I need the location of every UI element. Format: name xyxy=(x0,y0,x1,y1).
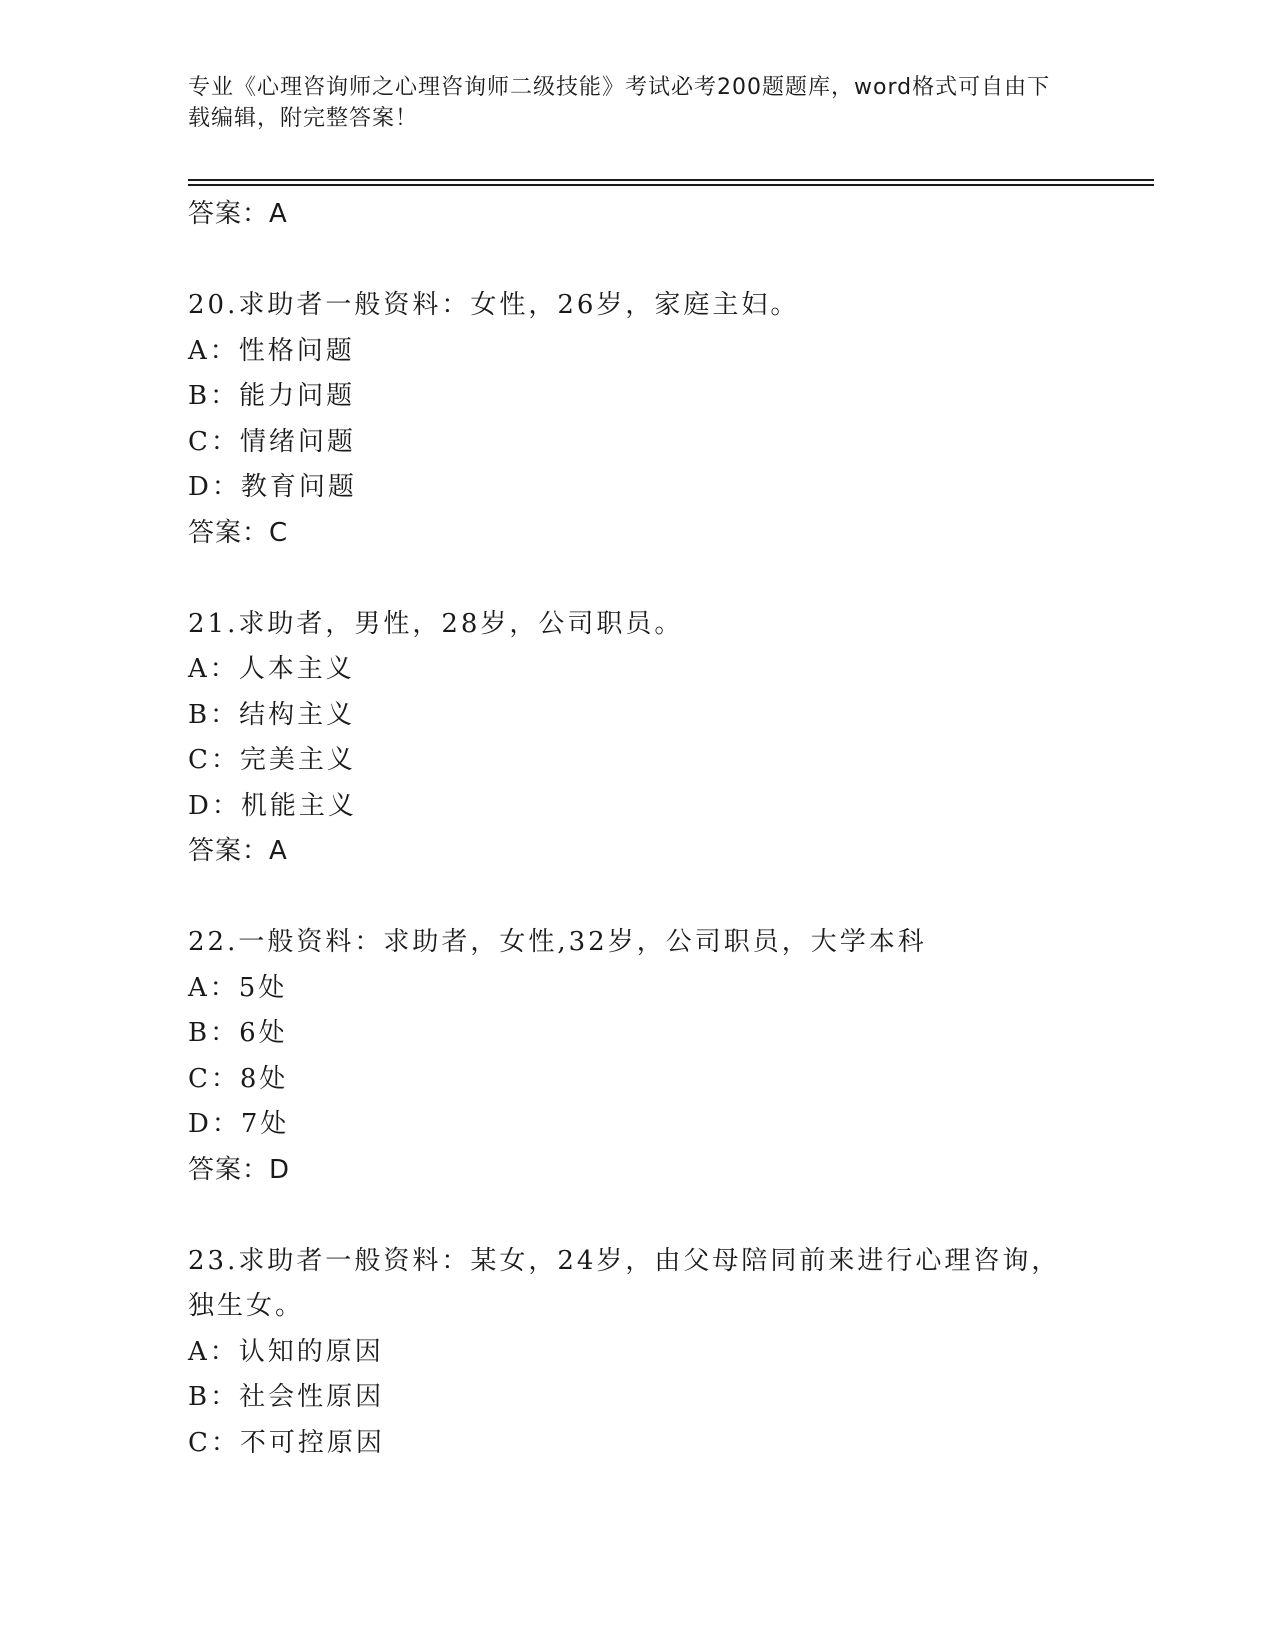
block-gap xyxy=(188,238,1088,284)
header-divider xyxy=(188,179,1154,181)
answer-line: 答案：D xyxy=(188,1154,291,1185)
option-b: B：6处 xyxy=(188,1018,288,1048)
option-d: D：教育问题 xyxy=(188,472,357,502)
option-c: C：情绪问题 xyxy=(188,426,356,457)
question-block-21 xyxy=(188,602,1088,875)
document-header: 专业《心理咨询师之心理咨询师二级技能》考试必考200题题库，word格式可自由下载编辑，附完整答案！ xyxy=(188,75,1051,131)
question-block-23 xyxy=(188,1239,1088,1467)
option-a: A：5处 xyxy=(188,972,288,1003)
option-a: A：认知的原因 xyxy=(188,1336,384,1367)
option-b: B：结构主义 xyxy=(188,699,356,730)
option-a: A：性格问题 xyxy=(188,335,355,366)
question-content xyxy=(188,192,1088,1466)
header-divider-double xyxy=(188,184,1154,186)
option-c: C：完美主义 xyxy=(188,745,356,775)
answer-line: 答案：A xyxy=(188,836,288,866)
question-text: 21.求助者，男性，28岁，公司职员。 xyxy=(188,608,684,639)
option-a: A：人本主义 xyxy=(188,654,355,684)
option-d: D：机能主义 xyxy=(188,790,357,821)
option-b: B：能力问题 xyxy=(188,381,356,411)
block-gap xyxy=(188,556,1088,602)
question-text: 20.求助者一般资料：女性，26岁，家庭主妇。 xyxy=(188,290,800,320)
block-gap xyxy=(188,875,1088,921)
option-c: C：8处 xyxy=(188,1063,289,1094)
question-text: 22.一般资料：求助者，女性,32岁，公司职员，大学本科 xyxy=(188,927,927,957)
answer-line: 答案：A xyxy=(188,199,288,229)
option-c: C：不可控原因 xyxy=(188,1427,385,1458)
block-gap xyxy=(188,1193,1088,1239)
option-b: B：社会性原因 xyxy=(188,1382,385,1412)
question-text: 23.求助者一般资料：某女，24岁，由父母陪同前来进行心理咨询，独生女。 xyxy=(188,1245,1061,1321)
option-d: D：7处 xyxy=(188,1109,290,1139)
question-block-22 xyxy=(188,920,1088,1193)
question-block-20 xyxy=(188,283,1088,556)
answer-line: 答案：C xyxy=(188,517,289,548)
